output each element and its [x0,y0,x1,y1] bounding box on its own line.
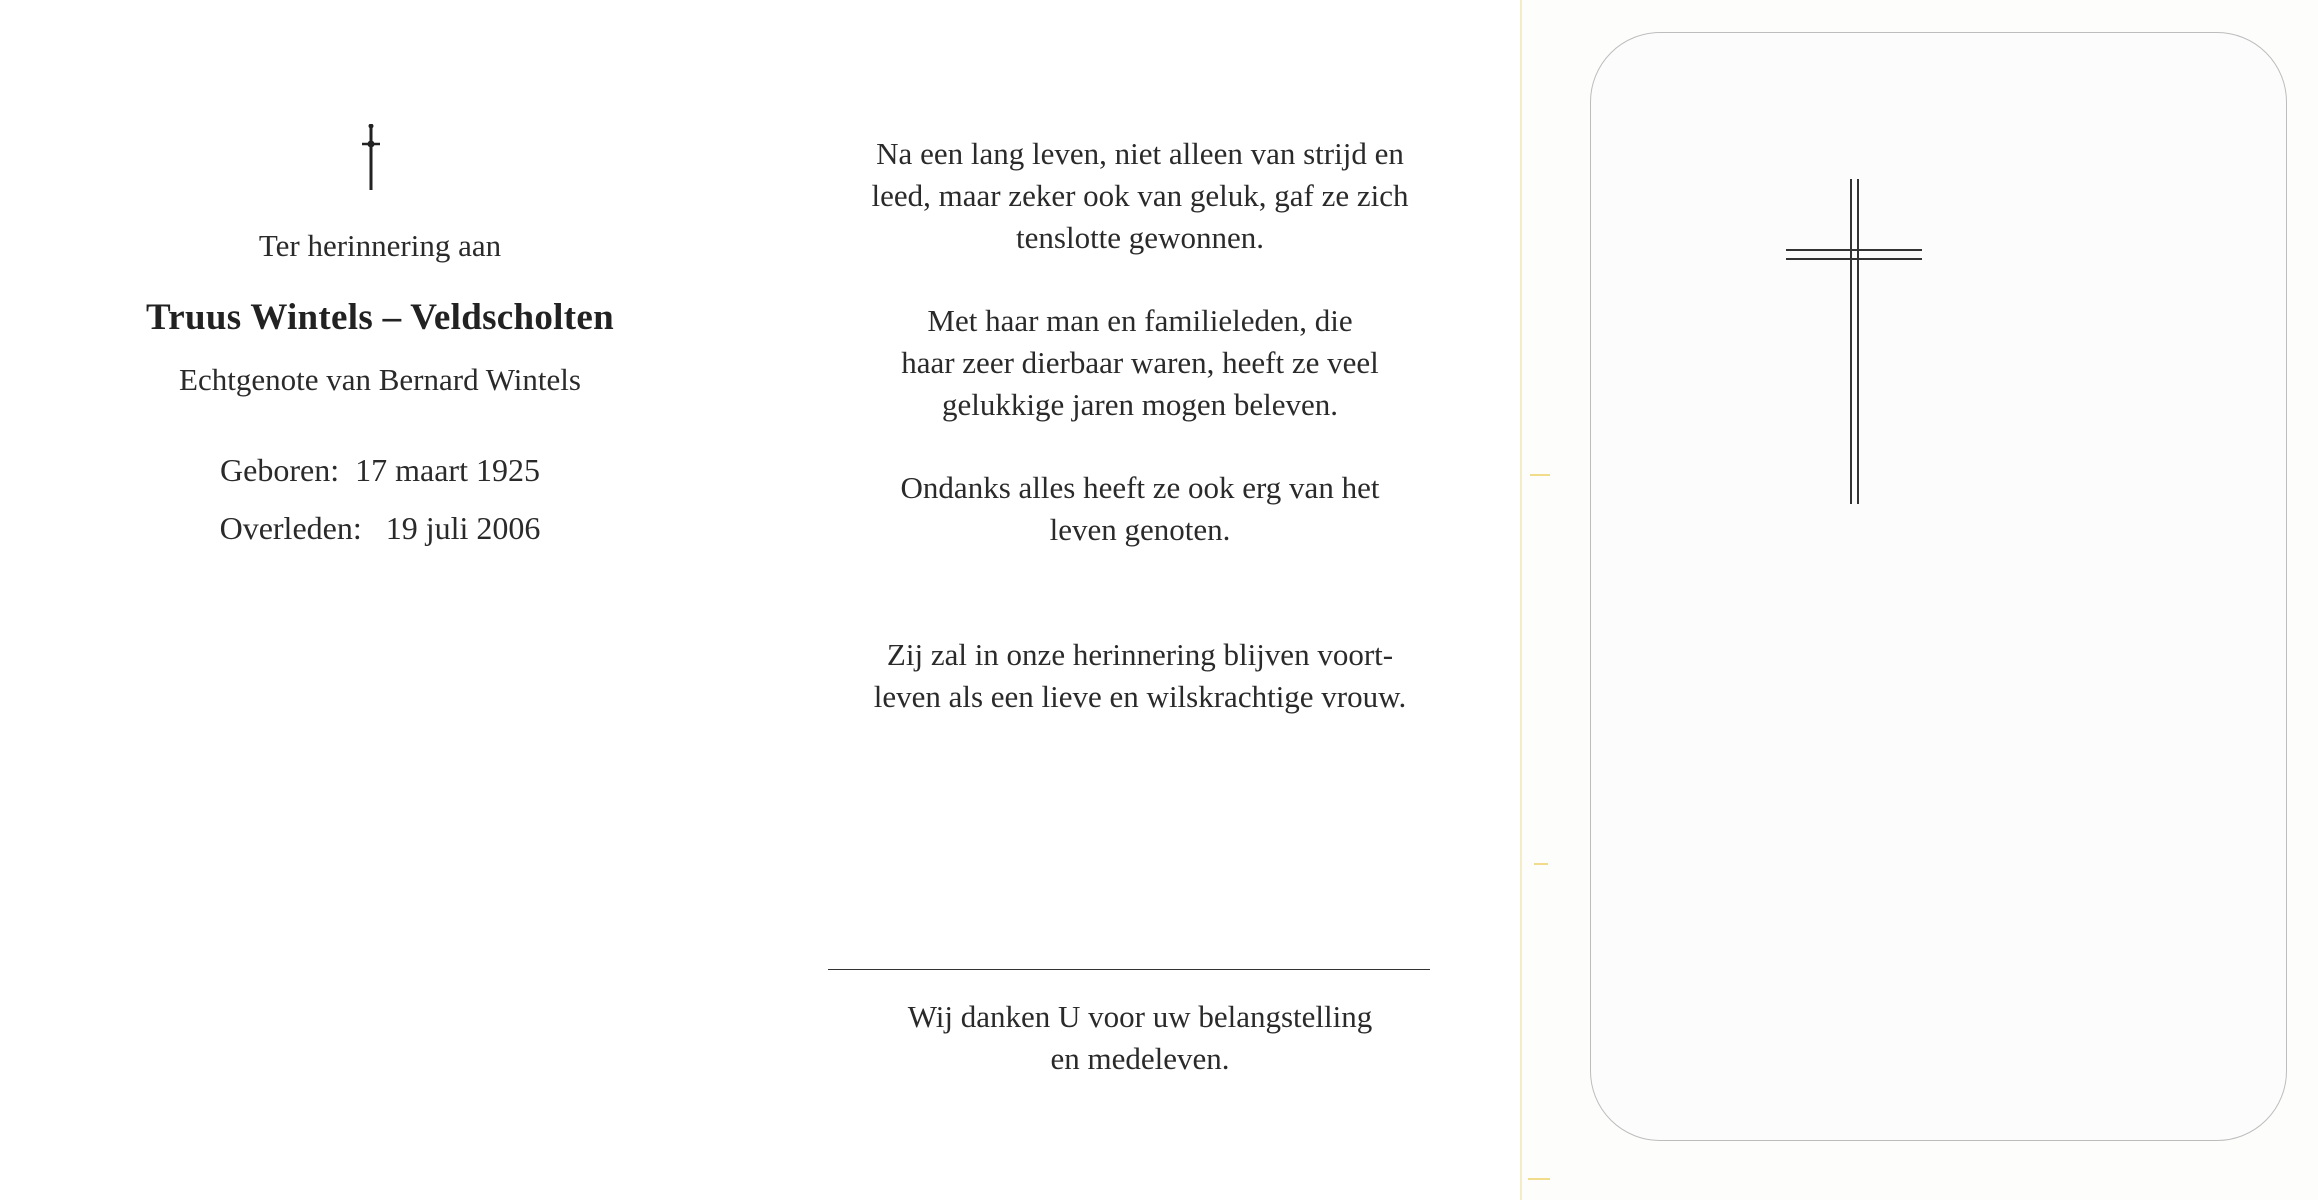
paragraph-memory [760,634,1520,718]
small-cross-icon [360,124,382,190]
paragraph-family [760,300,1520,426]
right-panel [1520,0,2318,1200]
text-line: en medeleven. [1050,1041,1230,1076]
intro-text: Ter herinnering aan [258,228,502,263]
text-line: Zij zal in onze herinnering blijven voort- [886,637,1394,672]
fold-line [1520,0,1522,1200]
text-line: tenslotte gewonnen. [1016,220,1264,255]
paragraph-life [760,133,1520,259]
text-line: leven als een lieve en wilskrachtige vrouw. [873,679,1407,714]
text-line: Met haar man en familieleden, die [927,303,1353,338]
thanks-text [760,996,1520,1080]
death-date: Overleden: 19 juli 2006 [219,510,541,546]
fold-mark [1534,863,1548,865]
paragraph-enjoyed [760,467,1520,551]
large-cross-icon [1786,179,1926,509]
left-panel [0,0,760,1200]
spouse-text: Echtgenote van Bernard Wintels [179,362,581,397]
text-line: leven genoten. [1049,512,1231,547]
fold-mark [1530,474,1550,476]
text-line: gelukkige jaren mogen beleven. [942,387,1338,422]
text-line: Na een lang leven, niet alleen van strijd en [876,136,1404,171]
birth-date: Geboren: 17 maart 1925 [220,452,540,488]
fold-mark [1528,1178,1550,1180]
middle-panel [760,0,1520,1200]
divider-line [828,969,1430,970]
text-line: leed, maar zeker ook van geluk, gaf ze zich [871,178,1409,213]
text-line: Wij danken U voor uw belangstelling [907,999,1373,1034]
deceased-name: Truus Wintels – Veldscholten [146,297,614,338]
card-frame [1590,32,2287,1141]
text-line: Ondanks alles heeft ze ook erg van het [900,470,1380,505]
text-line: haar zeer dierbaar waren, heeft ze veel [901,345,1379,380]
